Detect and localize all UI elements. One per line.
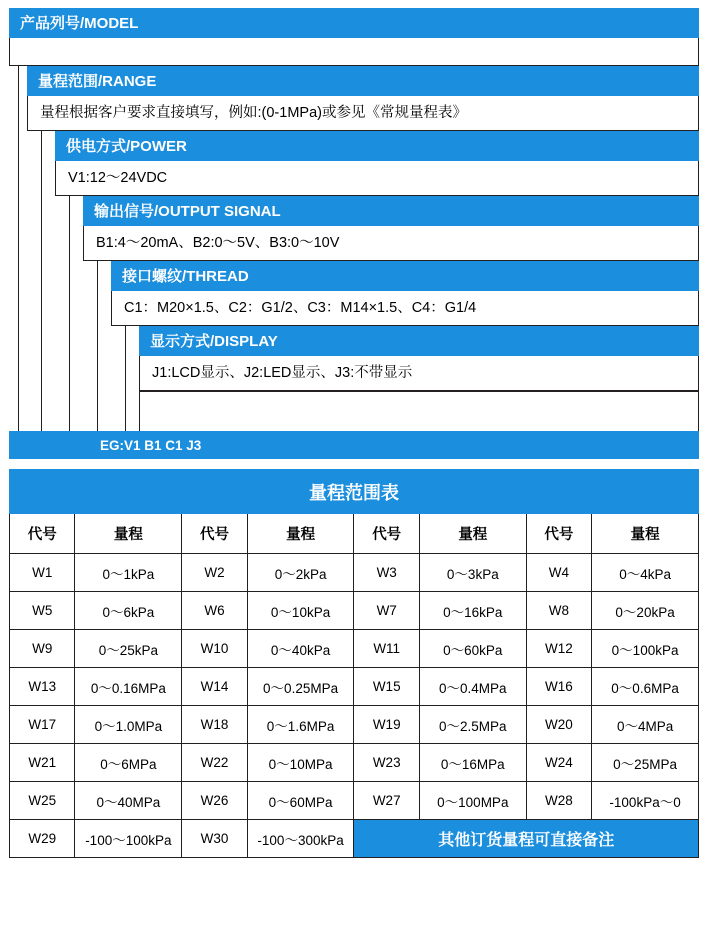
cell: 0～2.5MPa <box>419 706 526 744</box>
table-row <box>10 592 699 630</box>
cell: W12 <box>526 630 591 668</box>
spec-row-power <box>55 131 699 196</box>
cell: W10 <box>182 630 247 668</box>
table-row-last <box>10 820 699 858</box>
spec-row-output <box>83 196 699 261</box>
cell: -100～300kPa <box>247 820 354 858</box>
spec-value-output: B1:4～20mA、B2:0～5V、B3:0～10V <box>83 226 699 261</box>
range-table-title: 量程范围表 <box>10 470 699 514</box>
spec-value-power: V1:12～24VDC <box>55 161 699 196</box>
cell: W18 <box>182 706 247 744</box>
col-header-range-4: 量程 <box>592 514 699 554</box>
col-header-code-1: 代号 <box>10 514 75 554</box>
cell: 0～60kPa <box>419 630 526 668</box>
spec-header-power: 供电方式/POWER <box>55 131 699 161</box>
col-header-range-1: 量程 <box>75 514 182 554</box>
spec-value-model <box>9 38 699 66</box>
cell: W2 <box>182 554 247 592</box>
cell: W13 <box>10 668 75 706</box>
cell: W30 <box>182 820 247 858</box>
datasheet-page <box>0 8 708 935</box>
spec-header-model: 产品列号/MODEL <box>9 8 699 38</box>
table-row <box>10 554 699 592</box>
cell: 0～0.4MPa <box>419 668 526 706</box>
cell: -100～100kPa <box>75 820 182 858</box>
spec-level-range <box>9 66 699 431</box>
cell: W20 <box>526 706 591 744</box>
range-table-title-row <box>10 470 699 514</box>
table-row <box>10 744 699 782</box>
cell: W1 <box>10 554 75 592</box>
cell: 0～100kPa <box>592 630 699 668</box>
cell: W4 <box>526 554 591 592</box>
cell: W21 <box>10 744 75 782</box>
cell: 0～20kPa <box>592 592 699 630</box>
connector-line-output <box>69 196 70 431</box>
cell: 0～1.0MPa <box>75 706 182 744</box>
spec-value-display: J1:LCD显示、J2:LED显示、J3:不带显示 <box>139 356 699 391</box>
cell: W14 <box>182 668 247 706</box>
table-row <box>10 782 699 820</box>
cell: W3 <box>354 554 419 592</box>
spec-level-output <box>55 196 699 431</box>
range-table-header-row <box>10 514 699 554</box>
spec-header-display: 显示方式/DISPLAY <box>139 326 699 356</box>
col-header-code-4: 代号 <box>526 514 591 554</box>
col-header-range-3: 量程 <box>419 514 526 554</box>
cell: W23 <box>354 744 419 782</box>
cell: W6 <box>182 592 247 630</box>
cell: 0～10MPa <box>247 744 354 782</box>
cell: W17 <box>10 706 75 744</box>
cell: 0～25MPa <box>592 744 699 782</box>
col-header-code-3: 代号 <box>354 514 419 554</box>
cell: 0～3kPa <box>419 554 526 592</box>
spec-value-range: 量程根据客户要求直接填写，例如:(0-1MPa)或参见《常规量程表》 <box>27 96 699 131</box>
cell: 0～1kPa <box>75 554 182 592</box>
cell: 0～0.6MPa <box>592 668 699 706</box>
col-header-code-2: 代号 <box>182 514 247 554</box>
cell: W16 <box>526 668 591 706</box>
range-table-footnote: 其他订货量程可直接备注 <box>354 820 699 858</box>
cell: 0～16kPa <box>419 592 526 630</box>
table-row <box>10 630 699 668</box>
range-table <box>9 469 699 858</box>
cell: 0～100MPa <box>419 782 526 820</box>
spec-level-display <box>111 326 699 431</box>
col-header-range-2: 量程 <box>247 514 354 554</box>
cell: W26 <box>182 782 247 820</box>
spec-level-power <box>27 131 699 431</box>
cell: W29 <box>10 820 75 858</box>
cell: 0～40MPa <box>75 782 182 820</box>
cell: 0～1.6MPa <box>247 706 354 744</box>
spec-header-output: 输出信号/OUTPUT SIGNAL <box>83 196 699 226</box>
model-code-spec <box>9 8 699 459</box>
cell: W19 <box>354 706 419 744</box>
spec-row-thread <box>111 261 699 326</box>
spec-header-thread: 接口螺纹/THREAD <box>111 261 699 291</box>
cell: 0～25kPa <box>75 630 182 668</box>
spec-level-thread <box>83 261 699 431</box>
cell: 0～16MPa <box>419 744 526 782</box>
range-table-wrap <box>9 469 699 858</box>
cell: 0～40kPa <box>247 630 354 668</box>
cell: W15 <box>354 668 419 706</box>
cell: 0～2kPa <box>247 554 354 592</box>
cell: W11 <box>354 630 419 668</box>
cell: 0～10kPa <box>247 592 354 630</box>
spec-tail-display <box>139 391 699 431</box>
spec-row-display <box>139 326 699 391</box>
cell: W24 <box>526 744 591 782</box>
spec-row-range <box>27 66 699 131</box>
cell: W5 <box>10 592 75 630</box>
connector-line-display <box>125 326 126 431</box>
cell: 0～4kPa <box>592 554 699 592</box>
connector-line-power <box>41 131 42 431</box>
spec-value-thread: C1：M20×1.5、C2：G1/2、C3：M14×1.5、C4：G1/4 <box>111 291 699 326</box>
cell: W8 <box>526 592 591 630</box>
cell: W22 <box>182 744 247 782</box>
cell: W25 <box>10 782 75 820</box>
connector-line-thread <box>97 261 98 431</box>
cell: 0～6MPa <box>75 744 182 782</box>
spec-example-bar: EG:V1 B1 C1 J3 <box>9 431 699 459</box>
table-row <box>10 706 699 744</box>
spec-row-model <box>9 8 699 66</box>
cell: W9 <box>10 630 75 668</box>
cell: 0～4MPa <box>592 706 699 744</box>
spec-header-range: 量程范围/RANGE <box>27 66 699 96</box>
cell: 0～60MPa <box>247 782 354 820</box>
cell: 0～6kPa <box>75 592 182 630</box>
cell: W7 <box>354 592 419 630</box>
connector-line-range <box>18 66 19 431</box>
cell: -100kPa～0 <box>592 782 699 820</box>
cell: 0～0.16MPa <box>75 668 182 706</box>
cell: W28 <box>526 782 591 820</box>
table-row <box>10 668 699 706</box>
cell: 0～0.25MPa <box>247 668 354 706</box>
cell: W27 <box>354 782 419 820</box>
